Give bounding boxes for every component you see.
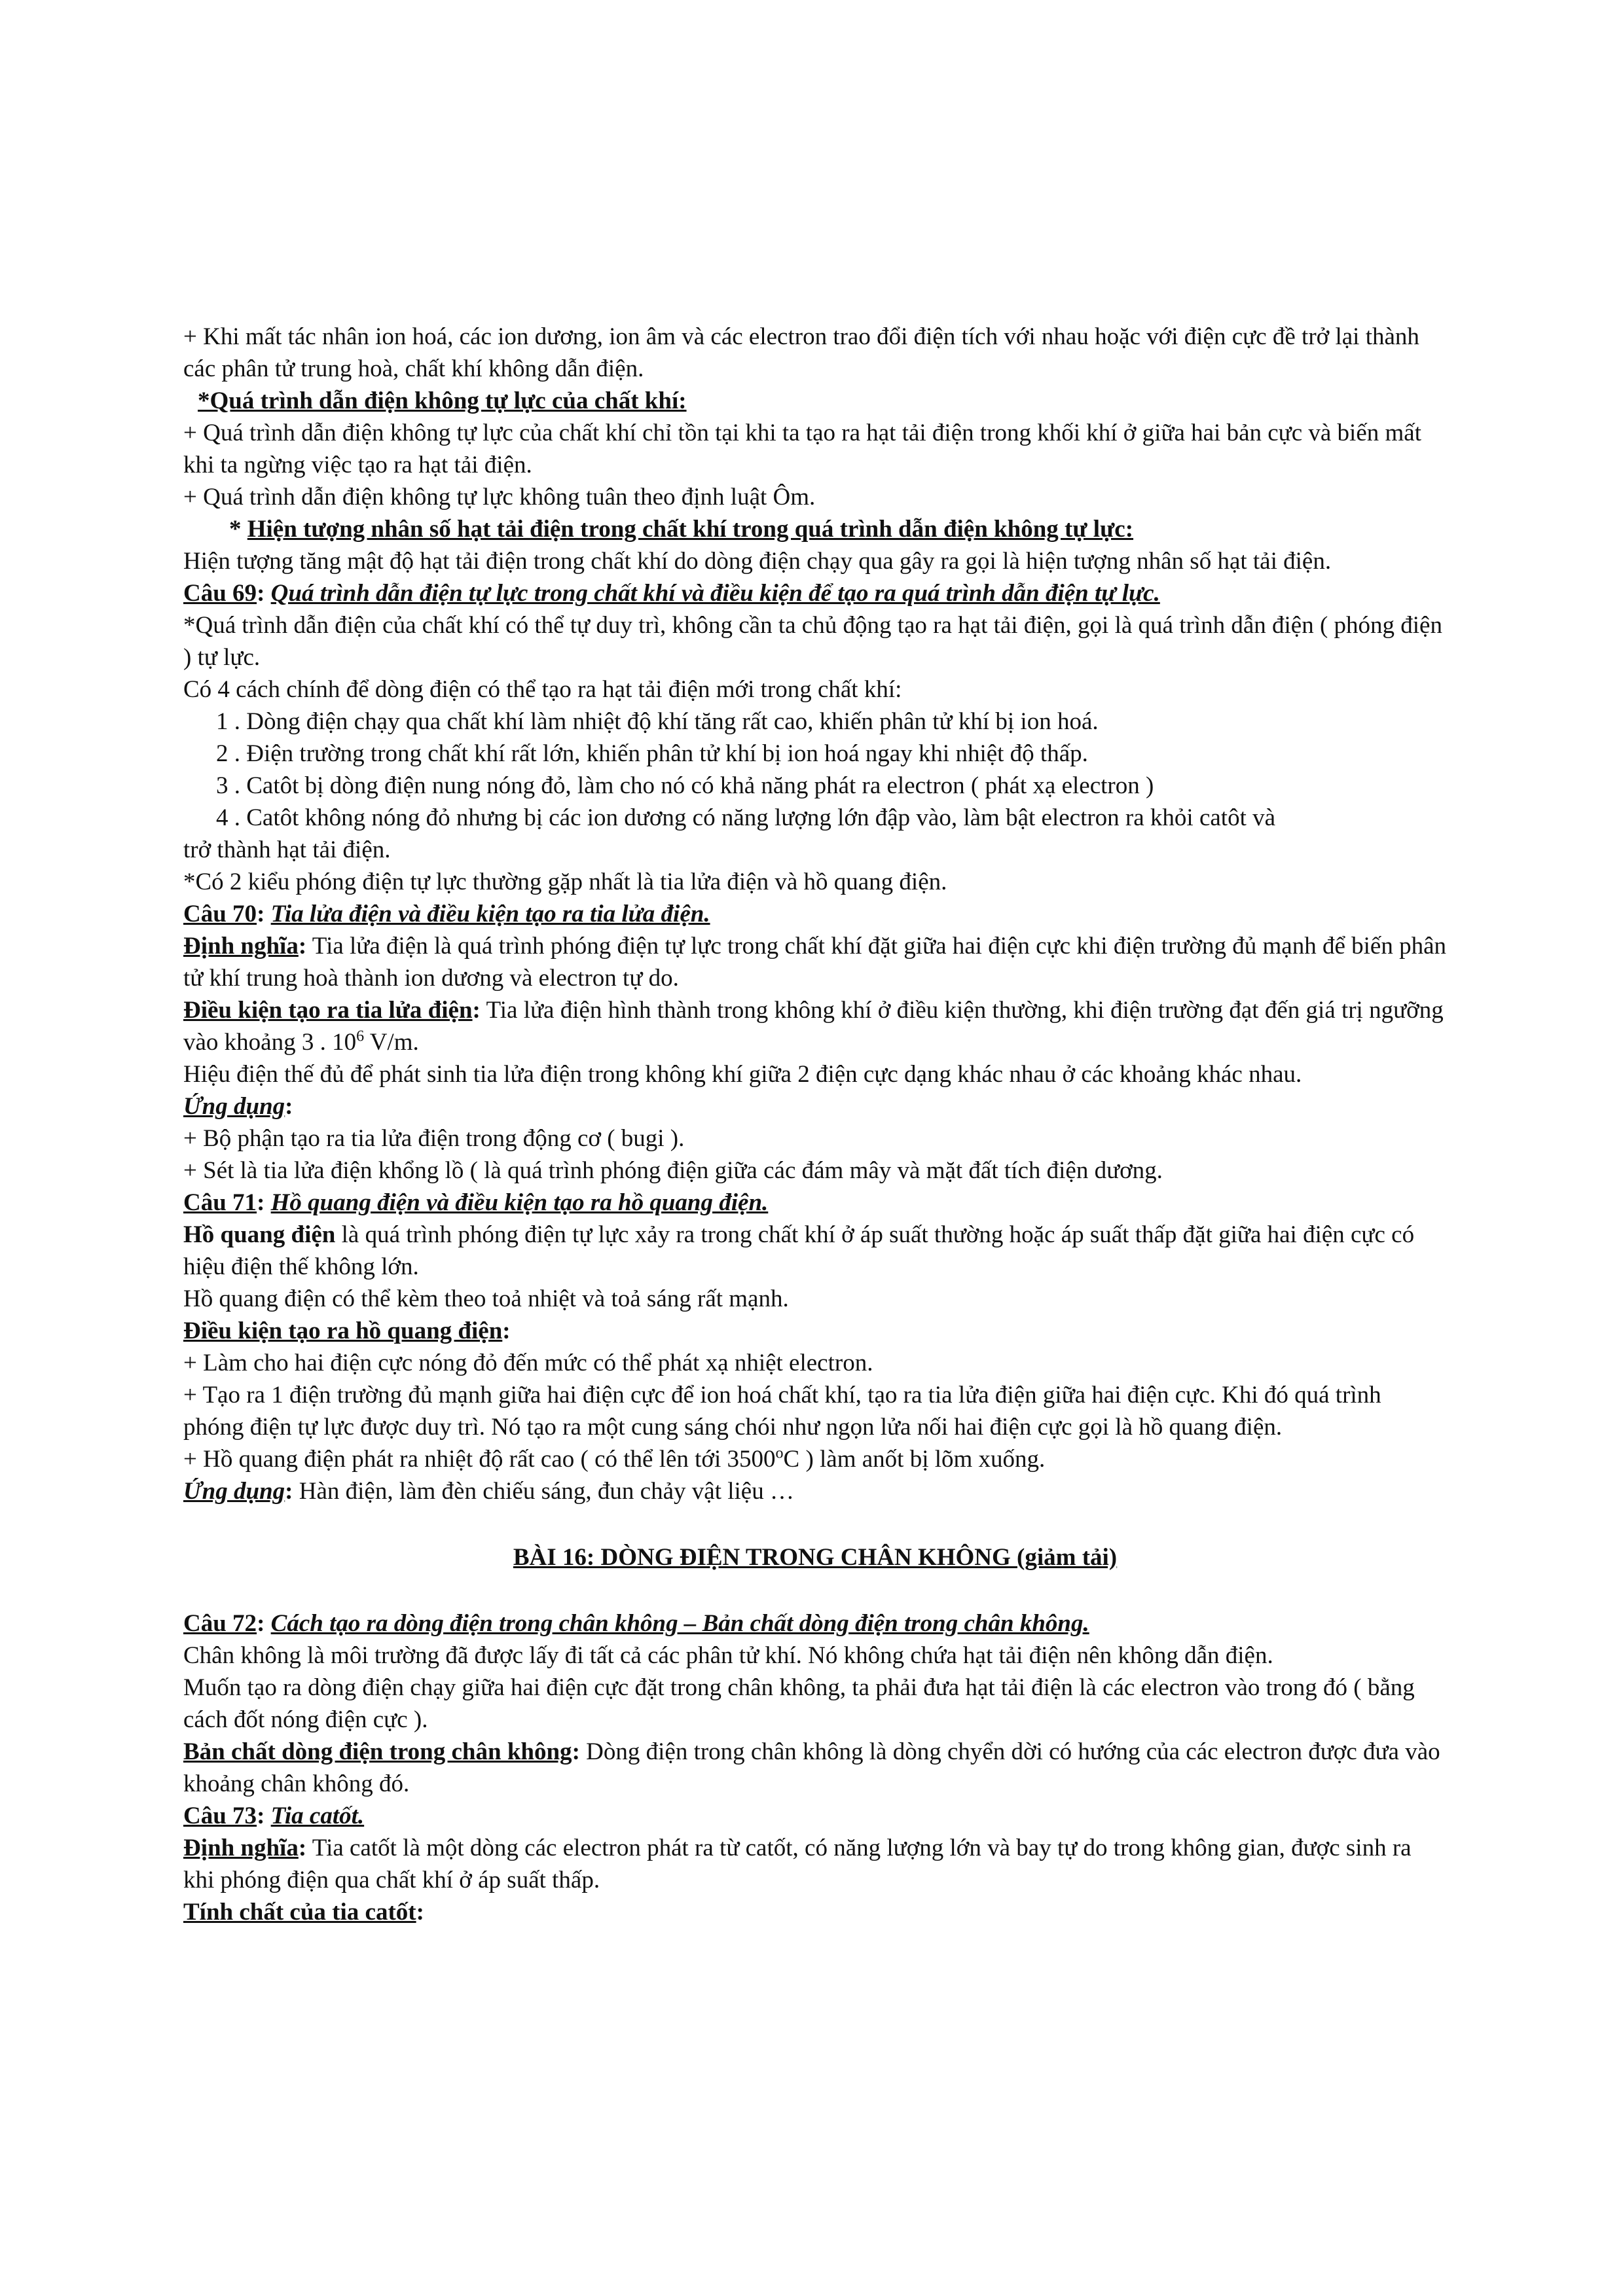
subheading <box>183 385 1447 417</box>
definition-text: Dòng điện trong chân không là dòng chyển dời có hướng của các electron được đưa vào khoảng chân không đó. <box>183 1738 1440 1797</box>
paragraph: Hiệu điện thế đủ để phát sinh tia lửa điện trong không khí giữa 2 điện cực dạng khác nhau ở các khoảng khác nhau. <box>183 1061 1302 1088</box>
paragraph: Có 4 cách chính để dòng điện có thể tạo ra hạt tải điện mới trong chất khí: <box>183 676 902 703</box>
question-title: Cách tạo ra dòng điện trong chân không – Bản chất dòng điện trong chân không. <box>270 1610 1089 1637</box>
unit: V/m. <box>364 1029 419 1056</box>
paragraph <box>183 1443 1447 1475</box>
paragraph: + Sét là tia lửa điện khổng lồ ( là quá trình phóng điện giữa các đám mây và mặt đất tích điện dương. <box>183 1157 1163 1184</box>
subheading-text: Hiện tượng nhân số hạt tải điện trong chất khí trong quá trình dẫn điện không tự lực: <box>247 516 1134 543</box>
condition-label: Điều kiện tạo ra tia lửa điện <box>183 997 473 1024</box>
question-heading: Câu 72: Cách tạo ra dòng điện trong chân không – Bản chất dòng điện trong chân không. <box>183 1610 1089 1637</box>
application-heading: Ứng dụng: <box>183 1093 293 1120</box>
question-heading: Câu 71: Hồ quang điện và điều kiện tạo ra hồ quang điện. <box>183 1189 769 1216</box>
paragraph: Hồ quang điện có thể kèm theo toả nhiệt và toả sáng rất mạnh. <box>183 1285 789 1312</box>
document-page <box>183 321 1447 1928</box>
paragraph: + Bộ phận tạo ra tia lửa điện trong động cơ ( bugi ). <box>183 1125 685 1152</box>
definition-label: Định nghĩa <box>183 933 299 960</box>
question-label: Câu 71 <box>183 1189 257 1216</box>
exponent: 6 <box>356 1028 365 1045</box>
list-item-continuation: trở thành hạt tải điện. <box>183 836 391 863</box>
subheading <box>183 513 1447 545</box>
application: Ứng dụng: Hàn điện, làm đèn chiếu sáng, đun chảy vật liệu … <box>183 1478 794 1505</box>
section-title <box>183 1541 1447 1573</box>
definition: Bản chất dòng điện trong chân không: Dòng điện trong chân không là dòng chyển dời có hướng của các electron được đưa vào khoảng chân không đó. <box>183 1738 1440 1797</box>
section-title-text: BÀI 16: DÒNG ĐIỆN TRONG CHÂN KHÔNG (giảm tải) <box>513 1544 1118 1571</box>
subheading-text: Điều kiện tạo ra hồ quang điện <box>183 1318 503 1344</box>
condition-text: Tia lửa điện hình thành trong không khí ở điều kiện thường, khi điện trường đạt đến giá trị ngưỡng vào khoảng 3 . 10 <box>183 997 1444 1056</box>
definition-text: Tia lửa điện là quá trình phóng điện tự lực trong chất khí đặt giữa hai điện cực khi điện trường đủ mạnh để biến phân tử khí trung hoà thành ion dương và electron tự do. <box>183 933 1446 992</box>
paragraph: Chân không là môi trường đã được lấy đi tất cả các phân tử khí. Nó không chứa hạt tải điện nên không dẫn điện. <box>183 1642 1273 1669</box>
subheading: Tính chất của tia catốt: <box>183 1899 424 1926</box>
question-label: Câu 73 <box>183 1803 257 1829</box>
question-heading: Câu 70: Tia lửa điện và điều kiện tạo ra tia lửa điện. <box>183 901 710 927</box>
definition-label: Bản chất dòng điện trong chân không <box>183 1738 572 1765</box>
list-item: 3 . Catôt bị dòng điện nung nóng đỏ, làm cho nó có khả năng phát ra electron ( phát xạ electron ) <box>216 772 1154 799</box>
question-title: Hồ quang điện và điều kiện tạo ra hồ quang điện. <box>270 1189 769 1216</box>
definition <box>183 1219 1447 1283</box>
application-label: Ứng dụng <box>183 1478 285 1505</box>
paragraph: Muốn tạo ra dòng điện chạy giữa hai điện cực đặt trong chân không, ta phải đưa hạt tải điện là các electron vào trong đó ( bằng cách đốt nóng điện cực ). <box>183 1674 1415 1733</box>
subheading-text: *Quá trình dẫn điện không tự lực của chất khí: <box>198 387 687 414</box>
paragraph: + Tạo ra 1 điện trường đủ mạnh giữa hai điện cực để ion hoá chất khí, tạo ra tia lửa điện giữa hai điện cực. Khi đó quá trình phóng điện tự lực được duy trì. Nó tạo ra một cung sáng chói như ngọn lửa nối hai điện cực gọi là hồ quang điện. <box>183 1382 1381 1441</box>
question-title: Tia lửa điện và điều kiện tạo ra tia lửa điện. <box>270 901 710 927</box>
question-label: Câu 72 <box>183 1610 257 1637</box>
application-text: Hàn điện, làm đèn chiếu sáng, đun chảy vật liệu … <box>299 1478 794 1505</box>
definition: Định nghĩa: Tia catốt là một dòng các electron phát ra từ catốt, có năng lượng lớn và bay tự do trong không gian, được sinh ra khi phóng điện qua chất khí ở áp suất thấp. <box>183 1835 1412 1893</box>
list-item: 2 . Điện trường trong chất khí rất lớn, khiến phân tử khí bị ion hoá ngay khi nhiệt độ thấp. <box>216 740 1088 767</box>
list-item: 1 . Dòng điện chạy qua chất khí làm nhiệt độ khí tăng rất cao, khiến phân tử khí bị ion hoá. <box>216 708 1099 735</box>
question-heading: Câu 69: Quá trình dẫn điện tự lực trong chất khí và điều kiện để tạo ra quá trình dẫn điện tự lực. <box>183 580 1160 607</box>
definition: Định nghĩa: Tia lửa điện là quá trình phóng điện tự lực trong chất khí đặt giữa hai điện cực khi điện trường đủ mạnh để biến phân tử khí trung hoà thành ion dương và electron tự do. <box>183 933 1446 992</box>
paragraph: Hiện tượng tăng mật độ hạt tải điện trong chất khí do dòng điện chạy qua gây ra gọi là hiện tượng nhân số hạt tải điện. <box>183 548 1332 575</box>
paragraph: + Làm cho hai điện cực nóng đỏ đến mức có thể phát xạ nhiệt electron. <box>183 1350 873 1376</box>
subheading-text: Tính chất của tia catốt <box>183 1899 416 1926</box>
paragraph: *Có 2 kiểu phóng điện tự lực thường gặp nhất là tia lửa điện và hồ quang điện. <box>183 869 947 895</box>
text-part: + Hồ quang điện phát ra nhiệt độ rất cao ( có thể lên tới 3500 <box>183 1446 776 1473</box>
list-item: 4 . Catôt không nóng đỏ nhưng bị các ion dương có năng lượng lớn đập vào, làm bật electron ra khỏi catôt và <box>216 804 1276 831</box>
question-label: Câu 69 <box>183 580 257 607</box>
definition-text: là quá trình phóng điện tự lực xảy ra trong chất khí ở áp suất thường hoặc áp suất thấp đặt giữa hai điện cực có hiệu điện thế không lớn. <box>183 1221 1415 1280</box>
application-label: Ứng dụng <box>183 1093 285 1120</box>
condition: Điều kiện tạo ra tia lửa điện: Tia lửa điện hình thành trong không khí ở điều kiện thường, khi điện trường đạt đến giá trị ngưỡng vào khoảng 3 . $10^6$ V/m. <box>183 997 1444 1056</box>
definition-text: Tia catốt là một dòng các electron phát ra từ catốt, có năng lượng lớn và bay tự do trong không gian, được sinh ra khi phóng điện qua chất khí ở áp suất thấp. <box>183 1835 1412 1893</box>
paragraph: + Khi mất tác nhân ion hoá, các ion dương, ion âm và các electron trao đổi điện tích với nhau hoặc với điện cực đề trở lại thành các phân tử trung hoà, chất khí không dẫn điện. <box>183 323 1419 382</box>
text-part: C ) làm anốt bị lõm xuống. <box>783 1446 1046 1473</box>
question-heading: Câu 73: Tia catốt. <box>183 1803 365 1829</box>
question-title: Quá trình dẫn điện tự lực trong chất khí và điều kiện để tạo ra quá trình dẫn điện tự lực. <box>270 580 1160 607</box>
paragraph: + Quá trình dẫn điện không tự lực của chất khí chỉ tồn tại khi ta tạo ra hạt tải điện trong khối khí ở giữa hai bản cực và biến mất khi ta ngừng việc tạo ra hạt tải điện. <box>183 420 1421 478</box>
paragraph: + Quá trình dẫn điện không tự lực không tuân theo định luật Ôm. <box>183 484 816 511</box>
subheading-marker: * <box>229 516 247 543</box>
definition-label: Định nghĩa <box>183 1835 299 1861</box>
definition-label: Hồ quang điện <box>183 1221 336 1248</box>
question-label: Câu 70 <box>183 901 257 927</box>
paragraph: *Quá trình dẫn điện của chất khí có thể tự duy trì, không cần ta chủ động tạo ra hạt tải điện, gọi là quá trình dẫn điện ( phóng điện ) tự lực. <box>183 612 1442 671</box>
subheading: Điều kiện tạo ra hồ quang điện: <box>183 1318 511 1344</box>
degree-sup: o <box>775 1444 784 1462</box>
question-title: Tia catốt. <box>270 1803 365 1829</box>
